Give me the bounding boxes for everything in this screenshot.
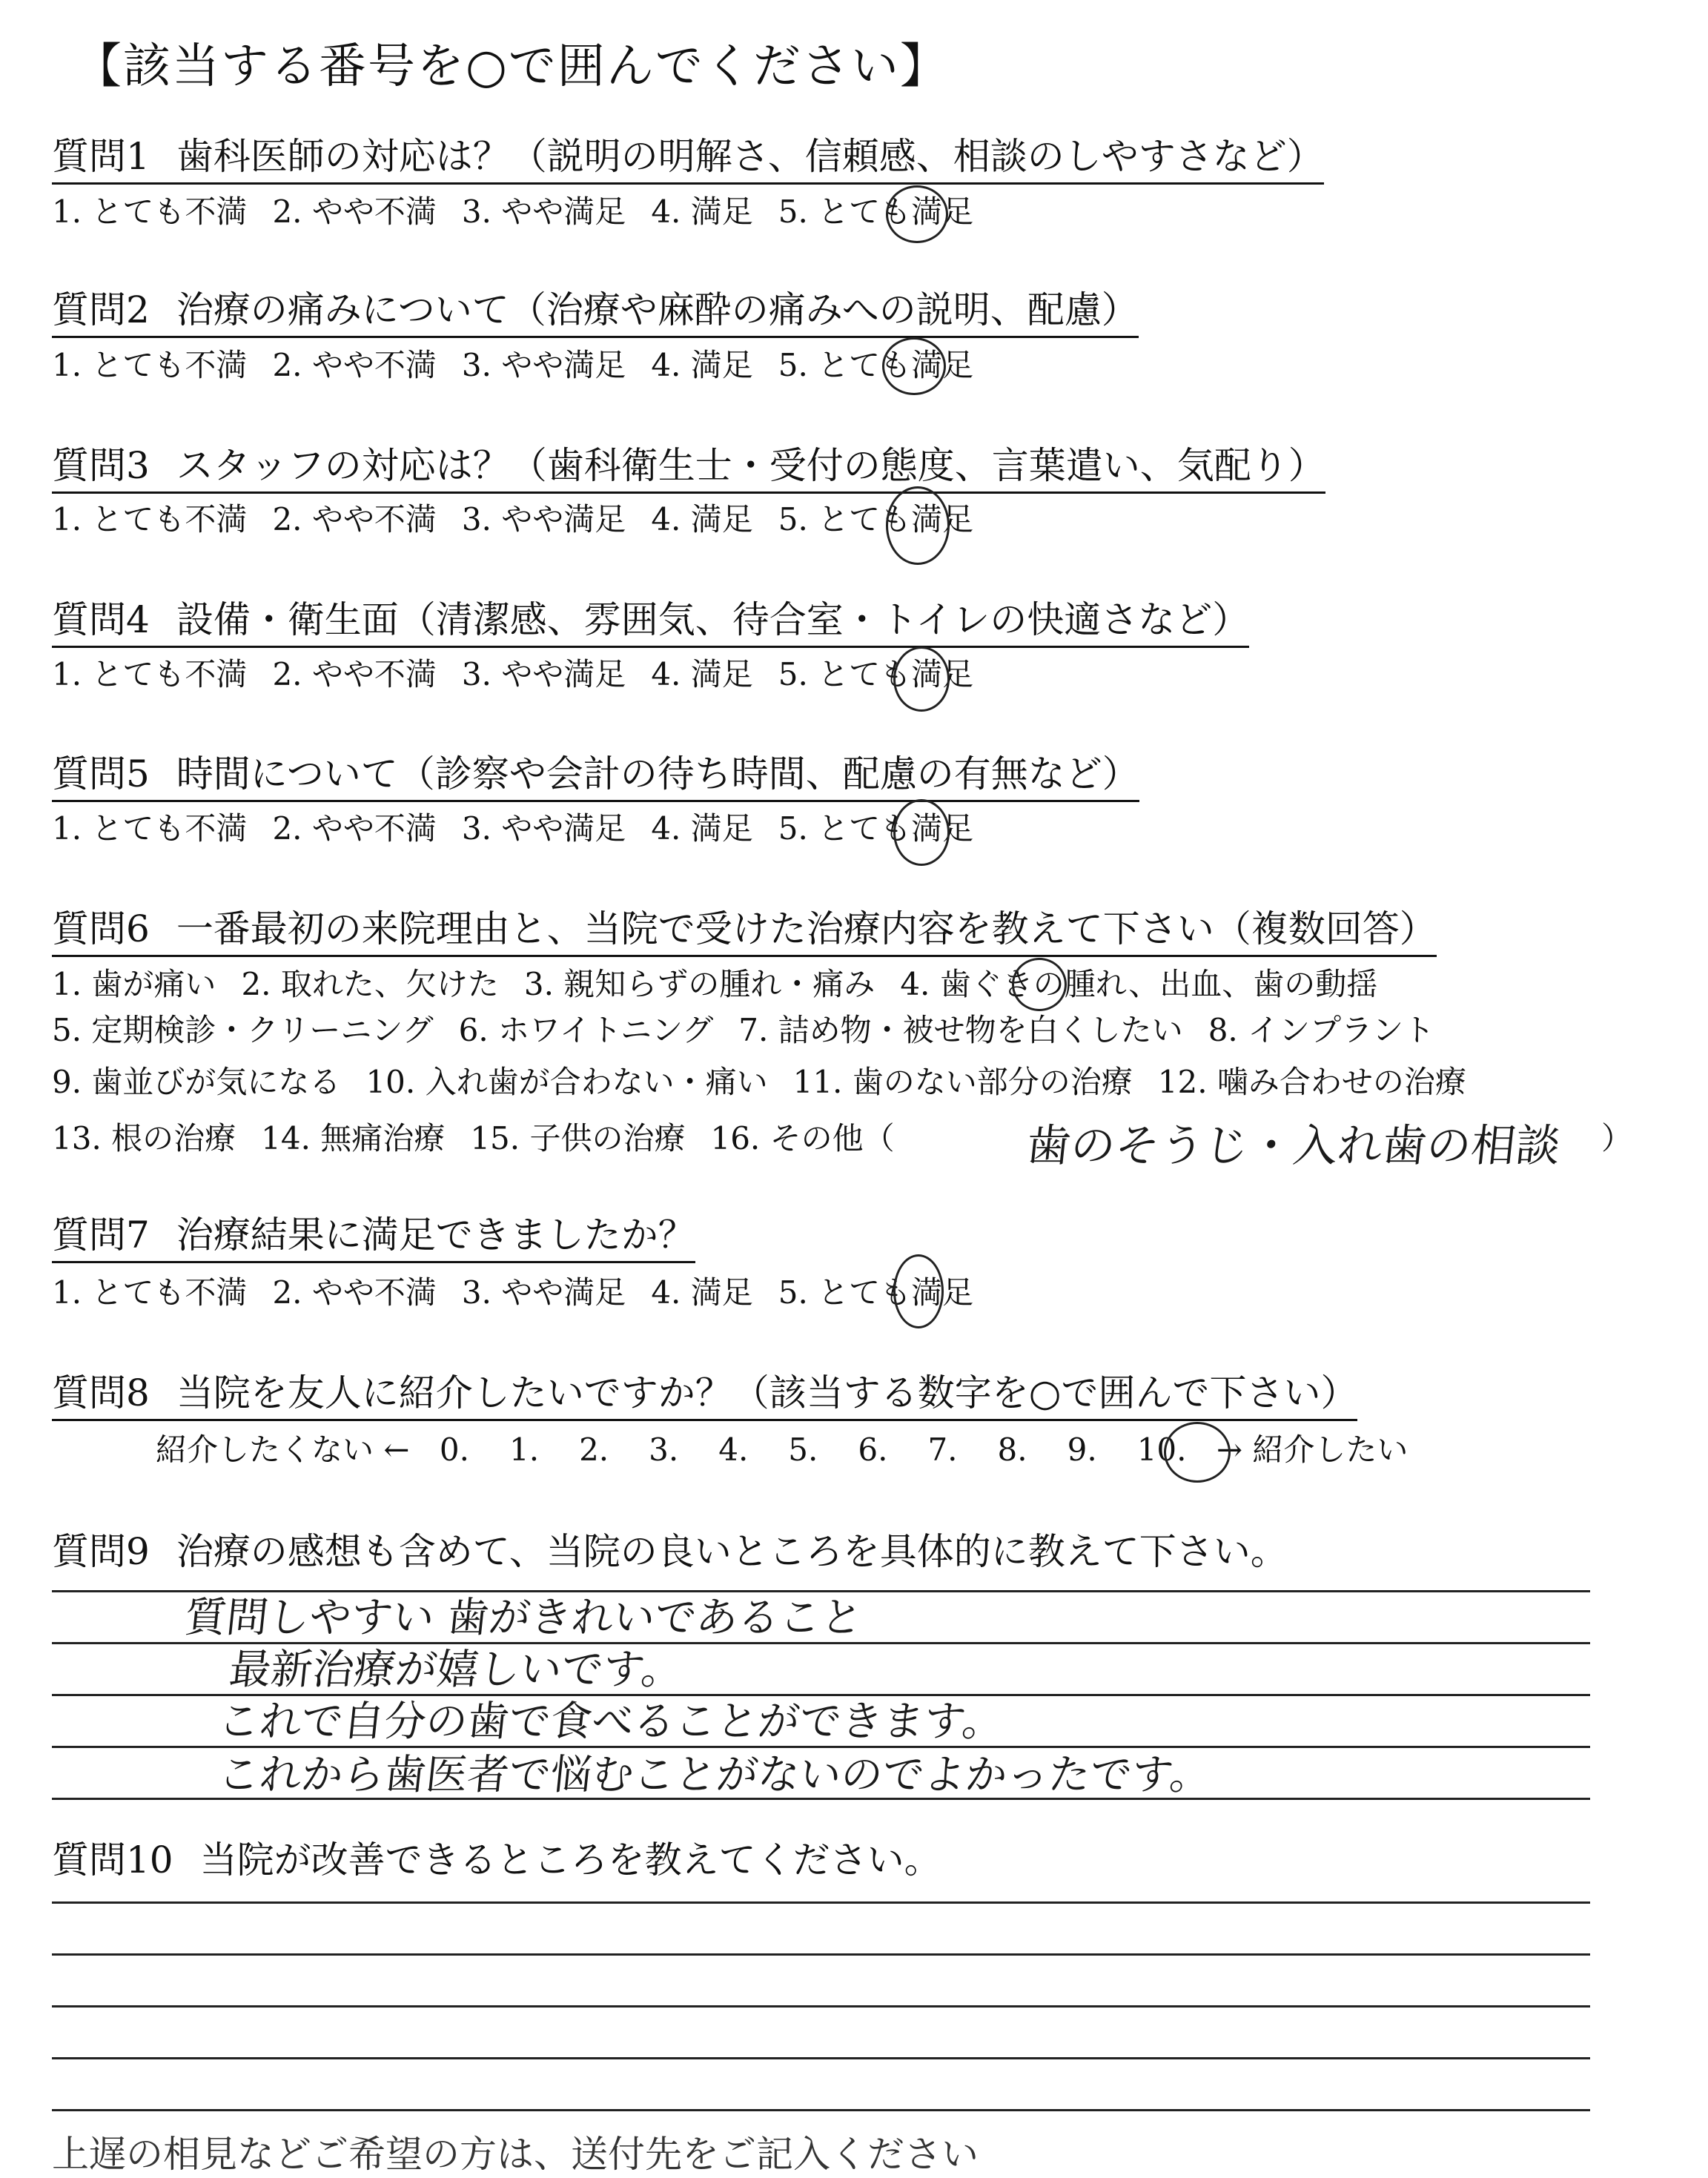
q10-answer-line-3 [52,2005,1590,2007]
question-3-text: スタッフの対応は？（歯科衛生士・受付の態度、言葉遣い、気配り） [176,444,1325,487]
question-7-label: 質問7 [52,1214,150,1257]
q6-option-4[interactable]: 4. 歯ぐきの腫れ、出血、歯の動揺 [900,966,1378,1002]
q5-option-4[interactable]: 4. 満足 [651,810,753,847]
nps-9[interactable]: 9. [1067,1431,1097,1468]
nps-left-label: 紹介したくない ← [156,1431,410,1468]
q6-option-12[interactable]: 12. 噛み合わせの治療 [1157,1064,1466,1100]
question-5-options [52,808,999,850]
q9-answer-3[interactable]: これで自分の歯で食べることができます。 [216,1698,1007,1746]
question-9-label: 質問9 [52,1530,150,1573]
question-6-label: 質問6 [52,907,150,950]
question-6-row-4 [52,1118,920,1159]
q6-option-7[interactable]: 7. 詰め物・被せ物を白くしたい [738,1012,1183,1048]
q9-answer-1[interactable]: 質問しやすい 歯がきれいであること [182,1594,865,1642]
question-6-row-1 [52,964,1403,1005]
q6-option-13[interactable]: 13. 根の治療 [52,1120,236,1156]
question-3-heading [52,443,1325,494]
question-3-label: 質問3 [52,444,150,487]
q10-answer-line-4 [52,2057,1590,2059]
question-8-scale [156,1429,1408,1471]
nps-7[interactable]: 7. [927,1431,958,1468]
footer-note: 上遅の相見などご希望の方は、送付先をご記入ください [52,2133,979,2176]
question-6-text: 一番最初の来院理由と、当院で受けた治療内容を教えて下さい（複数回答） [176,907,1437,950]
q4-option-1[interactable]: 1. とても不満 [52,656,248,692]
q6-option-15[interactable]: 15. 子供の治療 [470,1120,686,1156]
q3-option-5[interactable]: 5. とても満足 [778,501,974,537]
q6-option-1[interactable]: 1. 歯が痛い [52,966,216,1002]
question-2-heading [52,287,1139,338]
question-3-options [52,499,999,540]
q6-option-14[interactable]: 14. 無痛治療 [261,1120,446,1156]
q1-option-4[interactable]: 4. 満足 [651,193,753,230]
question-5-text: 時間について（診察や会計の待ち時間、配慮の有無など） [176,752,1139,795]
q6-option-6[interactable]: 6. ホワイトニング [458,1012,714,1048]
q2-option-5[interactable]: 5. とても満足 [778,347,974,383]
q6-option-5[interactable]: 5. 定期検診・クリーニング [52,1012,434,1048]
question-1-heading [52,133,1324,185]
q6-other-close-paren: ） [1601,1120,1633,1156]
q7-option-5[interactable]: 5. とても満足 [778,1274,974,1311]
nps-2[interactable]: 2. [579,1431,609,1468]
question-10-heading [52,1837,941,1886]
q7-option-4[interactable]: 4. 満足 [651,1274,753,1311]
q10-answer-line-2 [52,1953,1590,1956]
q2-option-4[interactable]: 4. 満足 [651,347,753,383]
question-8-label: 質問8 [52,1371,150,1414]
question-7-text: 治療結果に満足できましたか？ [176,1214,695,1257]
nps-8[interactable]: 8. [997,1431,1027,1468]
question-7-heading [52,1212,695,1263]
q2-option-2[interactable]: 2. やや不満 [272,347,437,383]
question-6-heading [52,906,1437,957]
q10-answer-line-5 [52,2109,1590,2111]
q1-option-2[interactable]: 2. やや不満 [272,193,437,230]
q6-option-11[interactable]: 11. 歯のない部分の治療 [792,1064,1133,1100]
question-5-label: 質問5 [52,752,150,795]
question-1-options [52,191,999,233]
q5-option-3[interactable]: 3. やや満足 [461,810,626,847]
question-9-text: 治療の感想も含めて、当院の良いところを具体的に教えて下さい。 [176,1530,1288,1573]
q2-option-1[interactable]: 1. とても不満 [52,347,248,383]
q10-answer-line-1 [52,1901,1590,1904]
question-1-text: 歯科医師の対応は？（説明の明解さ、信頼感、相談のしやすさなど） [176,135,1324,178]
q6-option-9[interactable]: 9. 歯並びが気になる [52,1064,341,1100]
q6-option-16[interactable]: 16. その他（ [710,1120,895,1156]
question-6-row-2 [52,1010,1460,1051]
nps-right-label: → 紹介したい [1216,1431,1409,1468]
q7-option-3[interactable]: 3. やや満足 [461,1274,626,1311]
nps-10[interactable]: 10. [1136,1431,1187,1468]
q4-option-5[interactable]: 5. とても満足 [778,656,974,692]
q6-option-10[interactable]: 10. 入れ歯が合わない・痛い [365,1064,768,1100]
question-2-text: 治療の痛みについて（治療や麻酔の痛みへの説明、配慮） [176,288,1139,331]
q4-option-3[interactable]: 3. やや満足 [461,656,626,692]
nps-3[interactable]: 3. [649,1431,679,1468]
question-2-label: 質問2 [52,288,150,331]
q1-option-1[interactable]: 1. とても不満 [52,193,248,230]
q9-answer-4[interactable]: これから歯医者で悩むことがないのでよかったです。 [216,1751,1214,1799]
q6-option-3[interactable]: 3. 親知らずの腫れ・痛み [523,966,875,1002]
nps-5[interactable]: 5. [788,1431,818,1468]
q3-option-4[interactable]: 4. 満足 [651,501,753,537]
q6-option-2[interactable]: 2. 取れた、欠けた [241,966,499,1002]
nps-1[interactable]: 1. [509,1431,540,1468]
question-8-heading [52,1370,1357,1421]
q3-option-2[interactable]: 2. やや不満 [272,501,437,537]
question-8-text: 当院を友人に紹介したいですか？（該当する数字を○で囲んで下さい） [176,1371,1358,1414]
q3-option-3[interactable]: 3. やや満足 [461,501,626,537]
question-4-label: 質問4 [52,598,150,641]
q1-option-5[interactable]: 5. とても満足 [778,193,974,230]
q6-other-handwritten[interactable]: 歯のそうじ・入れ歯の相談 [1023,1120,1563,1172]
question-1-label: 質問1 [52,135,150,178]
nps-6[interactable]: 6. [858,1431,888,1468]
question-9-heading [52,1529,1288,1578]
q1-option-3[interactable]: 3. やや満足 [461,193,626,230]
question-6-row-3 [52,1062,1492,1103]
question-4-text: 設備・衛生面（清潔感、雰囲気、待合室・トイレの快適さなど） [176,598,1250,641]
nps-4[interactable]: 4. [718,1431,749,1468]
q5-option-1[interactable]: 1. とても不満 [52,810,248,847]
nps-0[interactable]: 0. [439,1431,469,1468]
q2-option-3[interactable]: 3. やや満足 [461,347,626,383]
question-5-heading [52,751,1139,802]
q6-option-8[interactable]: 8. インプラント [1208,1012,1435,1048]
question-4-heading [52,597,1249,648]
question-7-options [52,1272,999,1314]
q3-option-1[interactable]: 1. とても不満 [52,501,248,537]
q4-option-4[interactable]: 4. 満足 [651,656,753,692]
question-4-options [52,654,999,695]
question-10-label: 質問10 [52,1838,173,1881]
q7-option-1[interactable]: 1. とても不満 [52,1274,248,1311]
q5-option-5[interactable]: 5. とても満足 [778,810,974,847]
q5-option-2[interactable]: 2. やや不満 [272,810,437,847]
question-2-options [52,345,999,386]
q9-answer-2[interactable]: 最新治療が嬉しいです。 [227,1646,686,1694]
instruction-title: 【該当する番号を○で囲んでください】 [74,39,949,94]
question-10-text: 当院が改善できるところを教えてください。 [199,1838,941,1881]
q4-option-2[interactable]: 2. やや不満 [272,656,437,692]
q7-option-2[interactable]: 2. やや不満 [272,1274,437,1311]
